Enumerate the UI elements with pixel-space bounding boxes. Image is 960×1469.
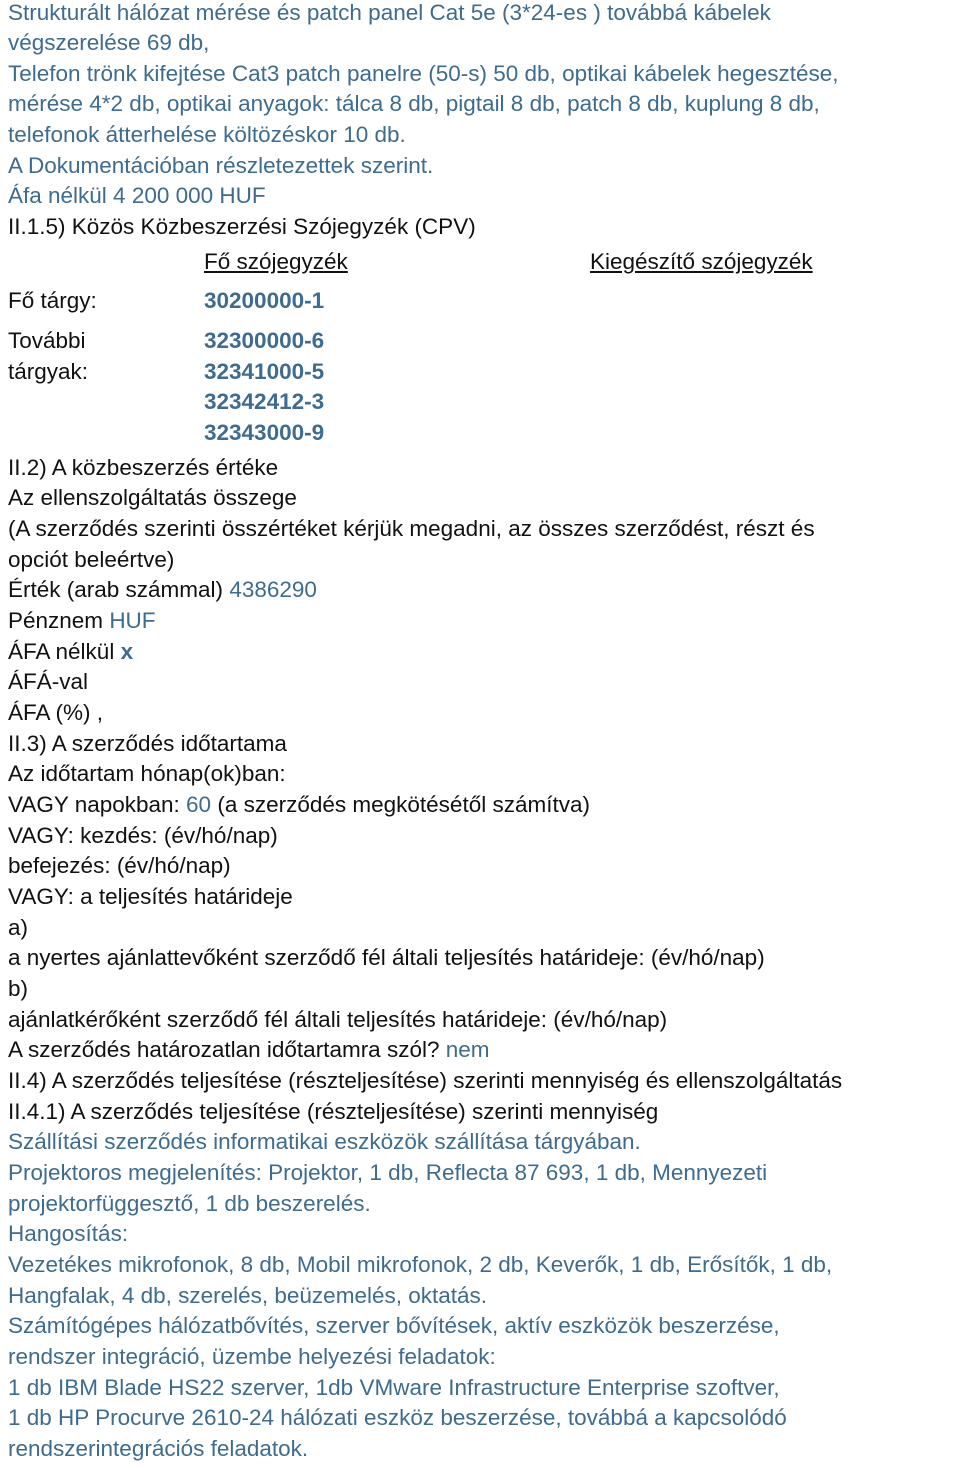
intro-line: telefonok átterhelése költözéskor 10 db. (8, 122, 406, 147)
quantity-line: rendszerintegrációs feladatok. (8, 1436, 309, 1461)
quantity-line: Vezetékes mikrofonok, 8 db, Mobil mikrofonok, 2 db, Keverők, 1 db, Erősítők, 1 db, (8, 1252, 833, 1277)
cpv-other-code: 32343000-9 (204, 420, 325, 445)
cpv-supplementary-column-header: Kiegészítő szójegyzék (590, 249, 813, 274)
value-heading: II.2) A közbeszerzés értéke (8, 455, 279, 480)
cpv-heading: II.1.5) Közös Közbeszerzési Szójegyzék (CPV) (8, 214, 476, 239)
value-line: (A szerződés szerinti összértéket kérjük megadni, az összes szerződést, részt és (8, 516, 815, 541)
duration-a-text: a nyertes ajánlattevőként szerződő fél általi teljesítés határideje: (év/hó/nap) (8, 945, 765, 970)
cpv-main-label: Fő tárgy: (8, 288, 97, 313)
value-row (8, 576, 317, 604)
duration-heading: II.3) A szerződés időtartama (8, 731, 287, 756)
duration-b-text: ajánlatkérőként szerződő fél általi teljesítés határideje: (év/hó/nap) (8, 1007, 668, 1032)
intro-line: A Dokumentációban részletezettek szerint. (8, 153, 434, 178)
vat-excl-row (8, 638, 133, 666)
cpv-other-code: 32300000-6 (204, 328, 325, 353)
duration-months: Az időtartam hónap(ok)ban: (8, 761, 286, 786)
quantity-line: Szállítási szerződés informatikai eszközök szállítása tárgyában. (8, 1129, 641, 1154)
cpv-other-code: 32342412-3 (204, 389, 325, 414)
indefinite-value: nem (445, 1037, 490, 1062)
currency-label: Pénznem (8, 608, 110, 633)
duration-days-row (8, 791, 590, 819)
duration-end: befejezés: (év/hó/nap) (8, 853, 231, 878)
quantity-line: rendszer integráció, üzembe helyezési feladatok: (8, 1344, 496, 1369)
value-line: opciót beleértve) (8, 547, 175, 572)
cpv-other-code: 32341000-5 (204, 359, 325, 384)
vat-excl-label: ÁFA nélkül (8, 639, 121, 664)
vat-excl-mark: x (120, 639, 134, 664)
duration-a-label: a) (8, 915, 29, 940)
duration-days-prefix: VAGY napokban: (8, 792, 187, 817)
duration-deadline: VAGY: a teljesítés határideje (8, 884, 293, 909)
duration-days-suffix: (a szerződés megkötésétől számítva) (211, 792, 590, 817)
quantity-line: Projektoros megjelenítés: Projektor, 1 db, Reflecta 87 693, 1 db, Mennyezeti (8, 1160, 768, 1185)
quantity-line: 1 db HP Procurve 2610-24 hálózati eszköz beszerzése, továbbá a kapcsolódó (8, 1405, 787, 1430)
intro-line: Strukturált hálózat mérése és patch panel Cat 5e (3*24-es ) továbbá kábelek (8, 0, 771, 25)
cpv-other-label: További (8, 328, 86, 353)
quantity-subheading: II.4.1) A szerződés teljesítése (részteljesítése) szerinti mennyiség (8, 1099, 659, 1124)
cpv-main-column-header: Fő szójegyzék (204, 249, 348, 274)
quantity-heading: II.4) A szerződés teljesítése (részteljesítése) szerinti mennyiség és ellenszolgáltatás (8, 1068, 843, 1093)
intro-line: mérése 4*2 db, optikai anyagok: tálca 8 db, pigtail 8 db, patch 8 db, kuplung 8 db, (8, 91, 820, 116)
cpv-main-code: 30200000-1 (204, 288, 325, 313)
indefinite-row (8, 1036, 490, 1064)
quantity-line: 1 db IBM Blade HS22 szerver, 1db VMware Infrastructure Enterprise szoftver, (8, 1375, 780, 1400)
vat-pct-label: ÁFA (%) , (8, 700, 104, 725)
intro-line: végszerelése 69 db, (8, 30, 210, 55)
cpv-other-label: tárgyak: (8, 359, 89, 384)
intro-line: Telefon trönk kifejtése Cat3 patch panelre (50-s) 50 db, optikai kábelek hegesztése, (8, 61, 839, 86)
value-line: Az ellenszolgáltatás összege (8, 485, 297, 510)
value-amount: 4386290 (229, 577, 317, 602)
vat-incl-label: ÁFÁ-val (8, 669, 89, 694)
value-label: Érték (arab számmal) (8, 577, 230, 602)
duration-days-value: 60 (186, 792, 212, 817)
duration-start: VAGY: kezdés: (év/hó/nap) (8, 823, 278, 848)
quantity-line: Hangosítás: (8, 1221, 129, 1246)
quantity-line: Számítógépes hálózatbővítés, szerver bővítések, aktív eszközök beszerzése, (8, 1313, 780, 1338)
indefinite-label: A szerződés határozatlan időtartamra szól? (8, 1037, 446, 1062)
duration-b-label: b) (8, 976, 29, 1001)
quantity-line: projektorfüggesztő, 1 db beszerelés. (8, 1191, 371, 1216)
intro-line: Áfa nélkül 4 200 000 HUF (8, 183, 266, 208)
currency-value: HUF (109, 608, 156, 633)
quantity-line: Hangfalak, 4 db, szerelés, beüzemelés, oktatás. (8, 1283, 488, 1308)
currency-row (8, 607, 156, 635)
